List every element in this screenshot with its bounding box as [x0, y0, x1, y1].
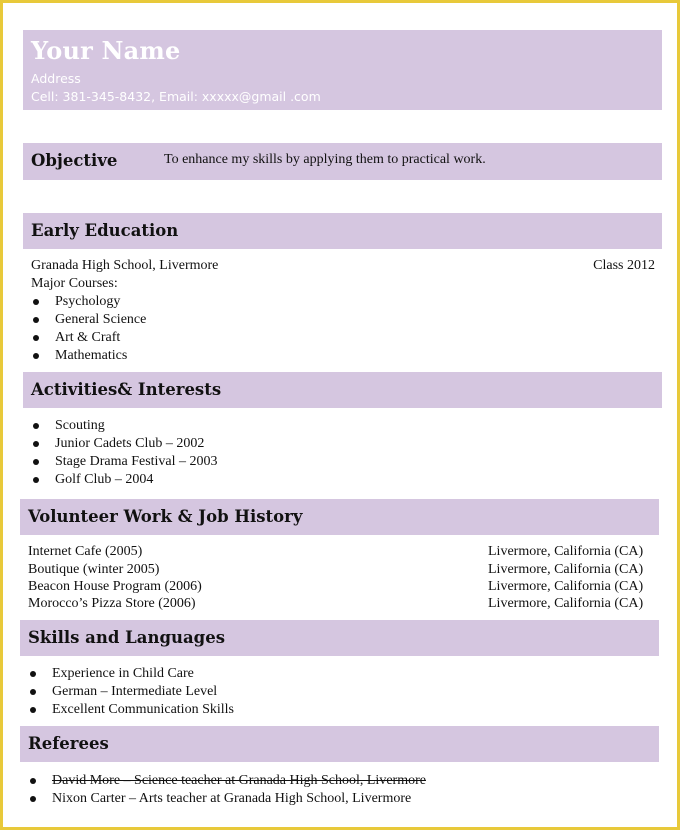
list-item: German – Intermediate Level — [28, 683, 234, 701]
skills-heading: Skills and Languages — [28, 628, 225, 647]
referees-list — [28, 772, 426, 808]
volunteer-band — [20, 499, 659, 535]
courses-list — [31, 293, 146, 365]
objective-heading: Objective — [31, 151, 118, 170]
volunteer-heading: Volunteer Work & Job History — [28, 507, 303, 526]
class-year: Class 2012 — [593, 258, 655, 273]
header-band — [23, 30, 662, 110]
skills-list — [28, 665, 234, 719]
list-item: Excellent Communication Skills — [28, 701, 234, 719]
list-item: General Science — [31, 311, 146, 329]
job-location: Livermore, California (CA) — [488, 544, 644, 559]
education-band — [23, 213, 662, 249]
list-item: Psychology — [31, 293, 146, 311]
list-item: Experience in Child Care — [28, 665, 234, 683]
list-item: Stage Drama Festival – 2003 — [31, 453, 218, 471]
list-item: Junior Cadets Club – 2002 — [31, 435, 218, 453]
referees-band — [20, 726, 659, 762]
activities-heading: Activities& Interests — [31, 380, 222, 399]
list-item: David More – Science teacher at Granada High School, Livermore — [28, 772, 426, 790]
list-item: Nixon Carter – Arts teacher at Granada High School, Livermore — [28, 790, 426, 808]
list-item: Art & Craft — [31, 329, 146, 347]
objective-text: To enhance my skills by applying them to practical work. — [164, 152, 486, 167]
job-place: Beacon House Program (2006) — [28, 579, 202, 594]
contact-line: Cell: 381-345-8432, Email: xxxxx@gmail .com — [31, 89, 321, 104]
skills-band — [20, 620, 659, 656]
job-location: Livermore, California (CA) — [488, 579, 644, 594]
address: Address — [31, 71, 81, 86]
job-location: Livermore, California (CA) — [488, 596, 644, 611]
school-name: Granada High School, Livermore — [31, 258, 219, 273]
job-location: Livermore, California (CA) — [488, 562, 644, 577]
job-place: Morocco’s Pizza Store (2006) — [28, 596, 196, 611]
list-item: Scouting — [31, 417, 218, 435]
job-place: Internet Cafe (2005) — [28, 544, 143, 559]
job-place: Boutique (winter 2005) — [28, 562, 160, 577]
activities-list — [31, 417, 218, 489]
candidate-name: Your Name — [31, 36, 181, 65]
courses-label: Major Courses: — [31, 276, 118, 291]
activities-band — [23, 372, 662, 408]
resume-page — [3, 3, 677, 827]
list-item: Mathematics — [31, 347, 146, 365]
education-heading: Early Education — [31, 221, 179, 240]
objective-band — [23, 143, 662, 180]
list-item: Golf Club – 2004 — [31, 471, 218, 489]
referees-heading: Referees — [28, 734, 109, 753]
